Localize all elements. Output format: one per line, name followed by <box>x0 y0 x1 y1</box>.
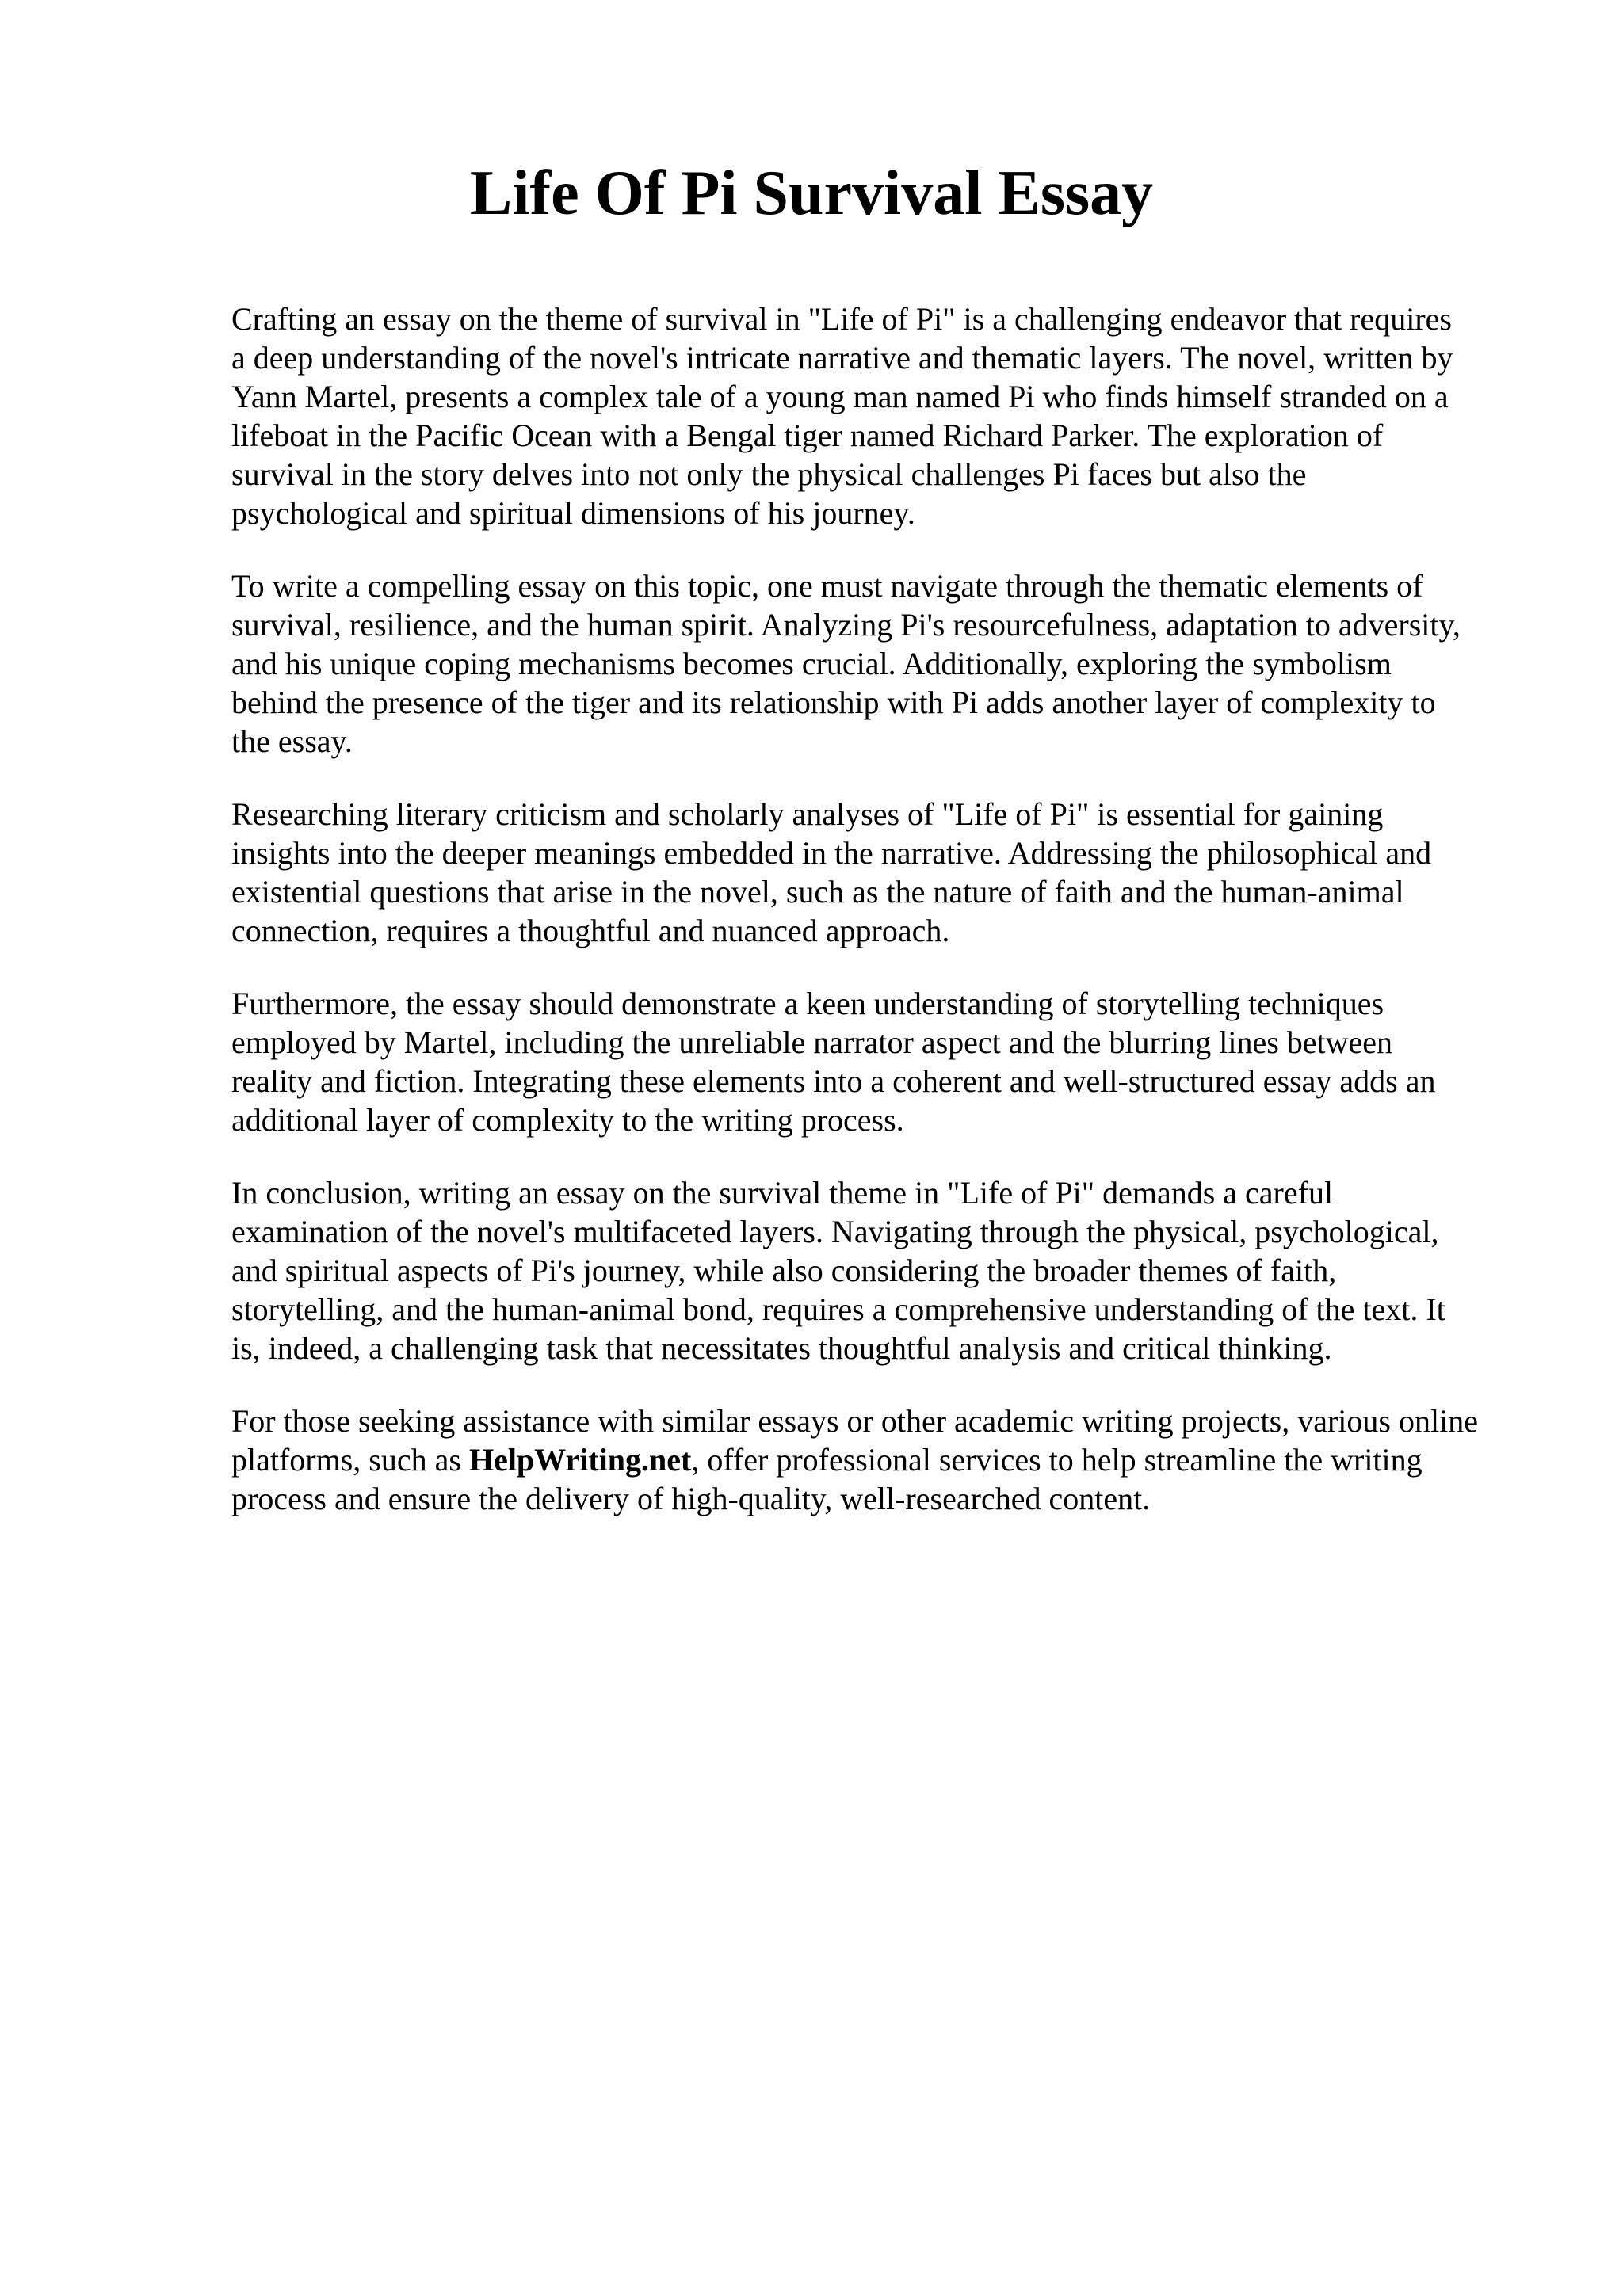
text-line: the essay. <box>231 723 353 759</box>
closing-paragraph <box>231 1402 1539 1518</box>
paragraph-2 <box>231 566 1539 761</box>
text-line: psychological and spiritual dimensions of his journey. <box>231 495 915 531</box>
text-line: behind the presence of the tiger and its relationship with Pi adds another layer of complexity to <box>231 685 1436 720</box>
text-line: connection, requires a thoughtful and nuanced approach. <box>231 913 950 948</box>
text-line: Researching literary criticism and scholarly analyses of "Life of Pi" is essential for gaining <box>231 796 1384 832</box>
text-line: process and ensure the delivery of high-quality, well-researched content. <box>231 1481 1151 1516</box>
text-line: For those seeking assistance with similar essays or other academic writing projects, various online <box>231 1403 1478 1439</box>
text-line: examination of the novel's multifaceted layers. Navigating through the physical, psychological, <box>231 1214 1439 1249</box>
paragraph-3 <box>231 795 1539 950</box>
paragraph-1 <box>231 299 1539 532</box>
text-line: lifeboat in the Pacific Ocean with a Bengal tiger named Richard Parker. The exploration of <box>231 418 1384 453</box>
text-line: Furthermore, the essay should demonstrate a keen understanding of storytelling techniques <box>231 986 1384 1021</box>
text-line: survival, resilience, and the human spirit. Analyzing Pi's resourcefulness, adaptation to adversity, <box>231 607 1461 643</box>
paragraph-4 <box>231 984 1539 1139</box>
helpwriting-link[interactable]: HelpWriting.net <box>468 1442 692 1478</box>
text-line: existential questions that arise in the novel, such as the nature of faith and the human-animal <box>231 874 1404 910</box>
closing-text-before-link: platforms, such as <box>231 1442 469 1478</box>
text-line: a deep understanding of the novel's intricate narrative and thematic layers. The novel, written by <box>231 340 1453 376</box>
closing-text-after-link: , offer professional services to help streamline the writing <box>691 1442 1423 1478</box>
text-line: In conclusion, writing an essay on the survival theme in "Life of Pi" demands a careful <box>231 1175 1334 1211</box>
text-line <box>231 1440 1539 1479</box>
text-line: Crafting an essay on the theme of survival in "Life of Pi" is a challenging endeavor that requires <box>231 301 1452 337</box>
text-line: is, indeed, a challenging task that necessitates thoughtful analysis and critical thinking. <box>231 1330 1332 1366</box>
text-line: Yann Martel, presents a complex tale of a young man named Pi who finds himself stranded on a <box>231 379 1449 414</box>
text-line: and his unique coping mechanisms becomes crucial. Additionally, exploring the symbolism <box>231 646 1392 681</box>
text-line: insights into the deeper meanings embedded in the narrative. Addressing the philosophical and <box>231 835 1432 871</box>
text-line: To write a compelling essay on this topic, one must navigate through the thematic elements of <box>231 568 1423 604</box>
text-line: additional layer of complexity to the writing process. <box>231 1102 904 1138</box>
paragraph-5 <box>231 1173 1539 1367</box>
essay-body <box>231 299 1539 1552</box>
text-line: storytelling, and the human-animal bond, requires a comprehensive understanding of the text. It <box>231 1291 1445 1327</box>
text-line: employed by Martel, including the unreliable narrator aspect and the blurring lines between <box>231 1024 1393 1060</box>
text-line: survival in the story delves into not only the physical challenges Pi faces but also the <box>231 456 1307 492</box>
page-title: Life Of Pi Survival Essay <box>469 158 1154 228</box>
text-line: reality and fiction. Integrating these elements into a coherent and well-structured essay adds an <box>231 1063 1436 1099</box>
text-line: and spiritual aspects of Pi's journey, while also considering the broader themes of faith, <box>231 1253 1337 1288</box>
